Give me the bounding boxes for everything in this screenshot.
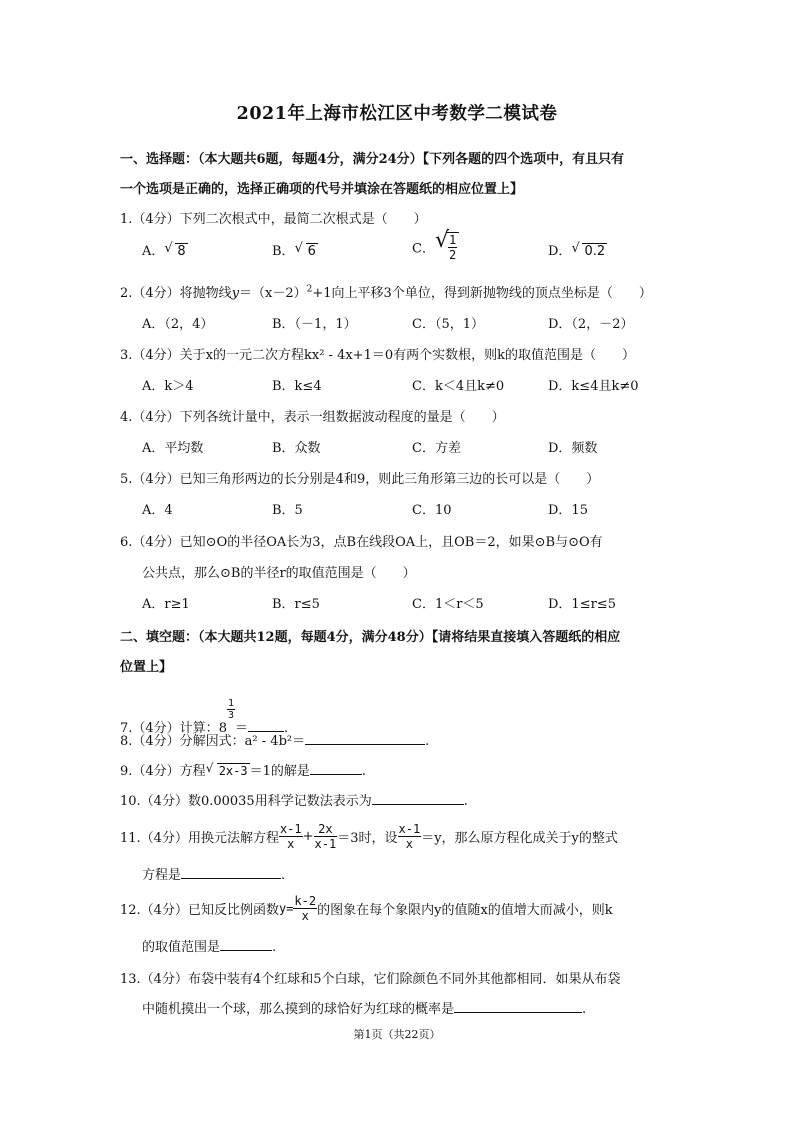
question-6-option-b: B．r≤5 <box>272 597 320 612</box>
question-10: 10.（4分）数0.00035用科学记数法表示为 . <box>120 794 468 809</box>
page-footer: 第1页（共22页） <box>353 1028 441 1041</box>
question-3-option-d: D．k≤4且k≠0 <box>548 379 639 394</box>
section-1-heading-cont: 一个选项是正确的，选择正确项的代号并填涂在答题纸的相应位置上】 <box>120 182 524 197</box>
question-1-option-d: D． √ 0.2 <box>548 241 606 259</box>
question-6-option-c: C．1＜r＜5 <box>412 597 484 612</box>
section-2-heading: 二、填空题：（本大题共12题，每题4分，满分48分）【请将结果直接填入答题纸的相应 <box>120 630 621 645</box>
question-4-stem: 4.（4分）下列各统计量中，表示一组数据波动程度的量是（ ） <box>120 410 505 425</box>
question-4-option-c: C．方差 <box>412 441 461 456</box>
question-13: 13.（4分）布袋中装有4个红球和5个白球，它们除颜色不同外其他都相同．如果从布袋 <box>120 972 621 987</box>
question-5-option-a: A．4 <box>142 503 173 518</box>
question-4-option-a: A．平均数 <box>142 441 204 456</box>
section-2-heading-cont: 位置上】 <box>120 660 173 675</box>
question-2-option-a: A．（2，4） <box>142 317 214 332</box>
answer-blank[interactable] <box>310 762 362 775</box>
answer-blank[interactable] <box>181 866 281 879</box>
question-12-cont: 的取值范围是 . <box>142 940 277 955</box>
question-3-option-c: C．k＜4且k≠0 <box>412 379 505 394</box>
answer-blank[interactable] <box>372 792 464 805</box>
question-2-option-d: D．（2，－2） <box>548 317 634 332</box>
question-3-option-b: B．k≤4 <box>272 379 322 394</box>
question-1-option-a: A． √ 8 <box>142 241 186 259</box>
question-11: 11.（4分）用换元法解方程 $\frac{x-1}{x}$ + $\frac{2x}{x-1}$ ＝3时，设 $\frac{x-1}{x}$ ＝y，那么原方程化成关于y的整式 <box>120 822 618 851</box>
question-6-stem: 6.（4分）已知⊙O的半径OA长为3，点B在线段OA上，且OB＝2，如果⊙B与⊙O有 <box>120 535 603 550</box>
page-title: 2021年上海市松江区中考数学二模试卷 <box>236 104 558 124</box>
question-3-option-a: A．k＞4 <box>142 379 194 394</box>
answer-blank[interactable] <box>305 732 425 745</box>
question-2-option-b: B．（－1，1） <box>272 317 357 332</box>
question-5-option-b: B．5 <box>272 503 303 518</box>
question-6-option-a: A．r≥1 <box>142 597 190 612</box>
question-1-option-c: C． √ $\frac{1}{2}$ <box>412 232 459 262</box>
question-11-cont: 方程是 . <box>142 868 286 883</box>
question-13-cont: 中随机摸出一个球，那么摸到的球恰好为红球的概率是 . <box>142 1002 587 1017</box>
question-5-option-c: C．10 <box>412 503 452 518</box>
section-1-heading: 一、选择题：（本大题共6题，每题4分，满分24分）【下列各题的四个选项中，有且只有 <box>120 152 625 167</box>
question-6-stem-cont: 公共点，那么⊙B的半径r的取值范围是（ ） <box>142 566 416 581</box>
question-9: 9.（4分）方程 √ 2x-3 ＝1的解是 . <box>120 761 367 779</box>
question-6-option-d: D．1≤r≤5 <box>548 597 616 612</box>
question-5-stem: 5.（4分）已知三角形两边的长分别是4和9，则此三角形第三边的长可以是（ ） <box>120 472 600 487</box>
question-2-option-c: C．（5，1） <box>412 317 484 332</box>
question-8: 8.（4分）分解因式：a² - 4b²＝ . <box>120 734 430 749</box>
question-4-option-b: B．众数 <box>272 441 321 456</box>
question-3-stem: 3.（4分）关于x的一元二次方程kx² - 4x+1＝0有两个实数根，则k的取值范围是（ ） <box>120 348 635 363</box>
answer-blank[interactable] <box>454 1000 582 1013</box>
question-1-option-b: B． √ 6 <box>272 241 316 259</box>
question-4-option-d: D．频数 <box>548 441 598 456</box>
question-12: 12.（4分）已知反比例函数y= $\frac{k-2}{x}$ 的图象在每个象限内y的值随x的值增大而减小，则k <box>120 894 613 923</box>
question-5-option-d: D．15 <box>548 503 588 518</box>
question-2-stem: 2.（4分）将抛物线$y=(x-2)^2+1$向上平移3个单位，得到新抛物线的顶点坐标是（ ） <box>120 284 652 301</box>
question-1-stem: 1.（4分）下列二次根式中，最简二次根式是（ ） <box>120 212 427 227</box>
answer-blank[interactable] <box>220 938 272 951</box>
question-7: 7.（4分）计算：8 $\frac{1}{3}$ ＝ . <box>120 698 289 736</box>
